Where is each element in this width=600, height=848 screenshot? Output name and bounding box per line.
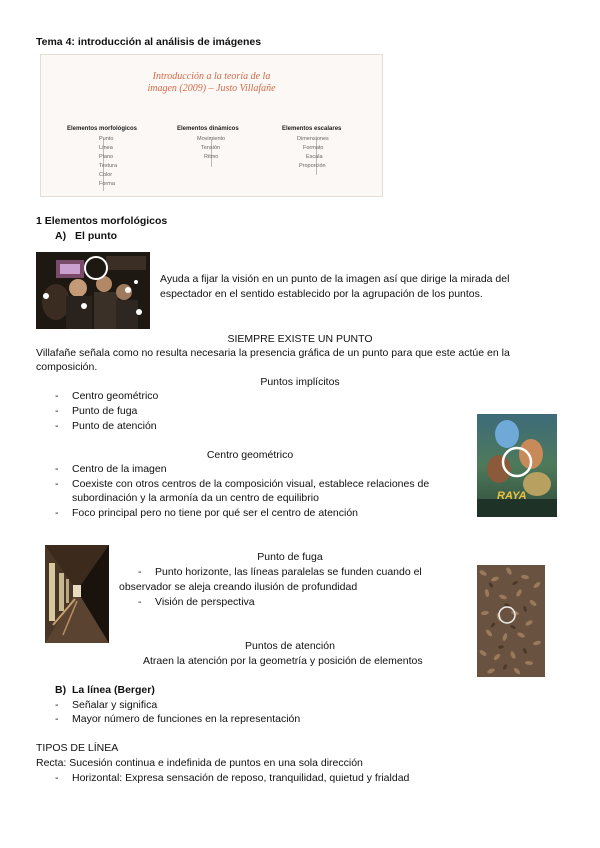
diagram-heading-escalares: Elementos escalares <box>282 126 342 132</box>
poster-title: RAYA <box>497 490 527 502</box>
photo-texture <box>477 565 545 677</box>
photo-crowd-illustration <box>36 252 150 329</box>
diagram-item: Ritmo <box>204 154 219 160</box>
tipos-de-linea-heading: TIPOS DE LÍNEA <box>36 742 119 754</box>
diagram-item: Textura <box>99 163 118 169</box>
diagram-item: Forma <box>99 181 115 187</box>
fuga-line-1: Punto horizonte, las líneas paralelas se funden cuando el <box>155 566 422 578</box>
punto-de-fuga-heading: Punto de fuga <box>257 551 323 563</box>
diagram-title-line-2: imagen (2009) – Justo Villafañe <box>147 83 276 94</box>
centro-geometrico-heading: Centro geométrico <box>206 449 294 461</box>
list-item: Señalar y significa <box>72 699 158 711</box>
punto-description-line-1: Ayuda a fijar la visión en un punto de la imagen así que dirige la mirada del <box>160 273 510 285</box>
siempre-existe-heading: SIEMPRE EXISTE UN PUNTO <box>227 333 373 345</box>
diagram-heading-morfologicos: Elementos morfológicos <box>67 126 138 132</box>
diagram-item: Plano <box>99 154 114 160</box>
list-item: Centro geométrico <box>72 390 159 402</box>
diagram-item: Formato <box>303 145 324 151</box>
diagram-item: Línea <box>99 145 113 151</box>
photo-crowd <box>36 252 150 329</box>
list-item: Punto de atención <box>72 420 157 432</box>
diagram-item: Escala <box>306 154 323 160</box>
bullet-dash: - <box>138 596 142 608</box>
bullet-dash: - <box>55 478 59 490</box>
puntos-de-atencion-heading: Puntos de atención <box>245 640 335 652</box>
bullet-dash: - <box>55 713 59 725</box>
list-item: Foco principal pero no tiene por qué ser el centro de atención <box>72 507 359 519</box>
bullet-dash: - <box>55 699 59 711</box>
photo-poster <box>477 414 557 517</box>
page-title: Tema 4: introducción al análisis de imágenes <box>36 36 262 48</box>
bullet-dash: - <box>55 463 59 475</box>
diagram-item: Dimensiones <box>297 136 329 142</box>
subsection-title-linea: La línea (Berger) <box>72 684 155 696</box>
list-item: Coexiste con otros centros de la composición visual, establece relaciones de <box>72 478 430 490</box>
list-item: Punto de fuga <box>72 405 138 417</box>
bullet-dash: - <box>55 390 59 402</box>
subsection-letter-a: A) <box>55 230 67 242</box>
diagram-item: Proporción <box>299 163 326 169</box>
section-heading: 1 Elementos morfológicos <box>36 215 168 227</box>
punto-description-line-2: espectador en el sentido establecido por la agrupación de los puntos. <box>160 288 483 300</box>
subsection-title-punto: El punto <box>75 230 117 242</box>
bullet-dash: - <box>55 420 59 432</box>
bullet-dash: - <box>55 772 59 784</box>
recta-definition: Recta: Sucesión continua e indefinida de puntos en una sola dirección <box>36 757 363 769</box>
subsection-letter-b: B) <box>55 684 67 696</box>
villafane-text-line-1: Villafañe señala como no resulta necesaria la presencia gráfica de un punto para que este actúe en la <box>36 347 510 359</box>
diagram-item: Tensión <box>201 145 220 151</box>
bullet-dash: - <box>55 405 59 417</box>
list-item: Horizontal: Expresa sensación de reposo, tranquilidad, quietud y frialdad <box>72 772 410 784</box>
list-item: Mayor número de funciones en la representación <box>72 713 301 725</box>
puntos-implicitos-heading: Puntos implícitos <box>260 376 340 388</box>
diagram-item: Punto <box>99 136 114 142</box>
villafane-text-line-2: composición. <box>36 361 98 373</box>
photo-corridor <box>45 545 109 643</box>
connector-line <box>211 139 212 167</box>
photo-corridor-illustration <box>45 545 109 643</box>
diagram-title <box>41 71 382 95</box>
list-item: Centro de la imagen <box>72 463 167 475</box>
diagram-item: Movimiento <box>197 136 226 142</box>
fuga-line-3: Visión de perspectiva <box>155 596 255 608</box>
bullet-dash: - <box>138 566 142 578</box>
diagram-item: Color <box>99 172 113 178</box>
atencion-description: Atraen la atención por la geometría y posición de elementos <box>143 655 423 667</box>
photo-texture-illustration <box>477 565 545 677</box>
bullet-dash: - <box>55 507 59 519</box>
fuga-line-2: observador se aleja creando ilusión de profundidad <box>119 581 358 593</box>
villafane-diagram <box>40 54 383 197</box>
diagram-title-line-1: Introducción a la teoría de la <box>152 71 271 82</box>
list-item-continued: subordinación y la armonía da un centro de equilibrio <box>72 492 319 504</box>
diagram-heading-dinamicos: Elementos dinámicos <box>177 126 239 132</box>
